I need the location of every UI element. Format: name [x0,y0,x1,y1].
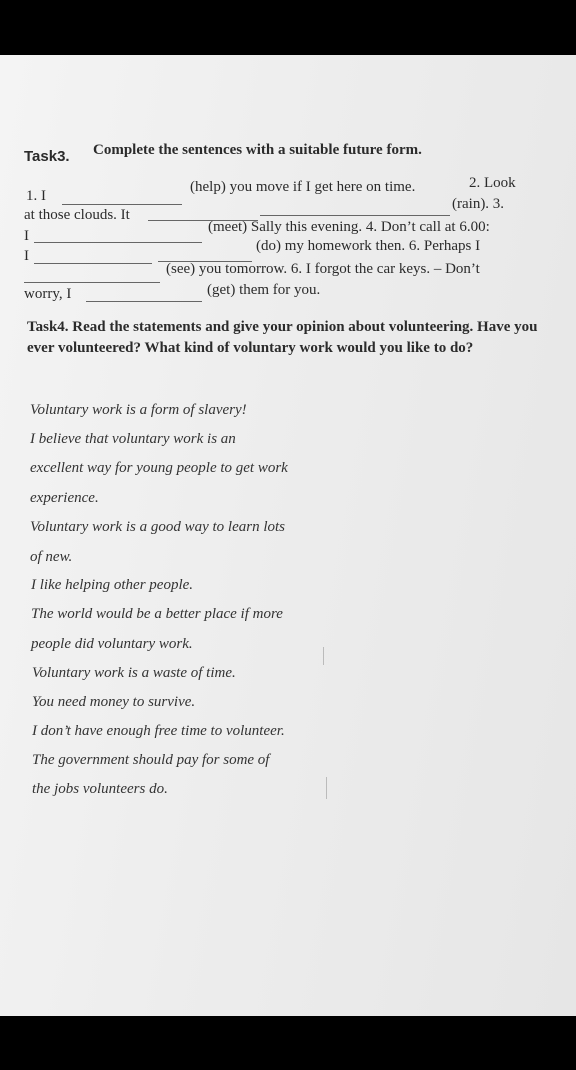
answer-blank [62,204,182,205]
top-black-bar [0,0,576,55]
statement: You need money to survive. [32,694,196,710]
statement: The world would be a better place if more [31,606,283,622]
statement: experience. [30,490,99,506]
task3-line2-text: (rain). 3. [452,196,505,212]
statement: Voluntary work is a waste of time. [32,665,236,681]
answer-blank [34,242,202,243]
answer-blank [86,301,202,302]
pen-mark [326,777,327,799]
task3-label: Task3. [24,148,70,165]
answer-blank [260,215,450,216]
task3-line1-end: 2. Look [469,175,516,191]
task3-line3-text: (meet) Sally this evening. 4. Don’t call at 6.00: [208,219,490,235]
task4-heading: Task4. Read the statements and give your opinion about volunteering. Have you ever volunteered? What kind of voluntary work would you like to do? [27,319,538,356]
statement: excellent way for young people to get work [30,460,288,476]
statement: I believe that voluntary work is an [30,431,236,447]
statement: Voluntary work is a good way to learn lots [30,519,285,535]
task3-line3-start: I [24,228,29,244]
task3-instruction: Complete the sentences with a suitable future form. [93,142,422,158]
statement: Voluntary work is a form of slavery! [30,402,247,418]
statement: of new. [30,549,73,565]
task3-line4-start: I [24,248,29,264]
task3-line6-start: worry, I [24,286,72,302]
task3-line4-text: (do) my homework then. 6. Perhaps I [256,238,481,254]
statement: I don’t have enough free time to volunteer. [32,723,285,739]
statement: I like helping other people. [31,577,194,593]
answer-blank [34,263,152,264]
task3-line1-start: 1. I [26,188,46,204]
worksheet-page [0,55,576,1016]
task3-line2-start: at those clouds. It [24,207,130,223]
answer-blank [24,282,160,283]
statement: The government should pay for some of [32,752,270,768]
statement: the jobs volunteers do. [32,781,168,797]
task3-line5-text: (see) you tomorrow. 6. I forgot the car keys. – Don’t [166,261,480,277]
task3-line6-text: (get) them for you. [207,282,321,298]
bottom-black-bar [0,1016,576,1070]
statement: people did voluntary work. [31,636,193,652]
task3-line1-text: (help) you move if I get here on time. [190,179,416,195]
pen-mark [323,647,324,665]
